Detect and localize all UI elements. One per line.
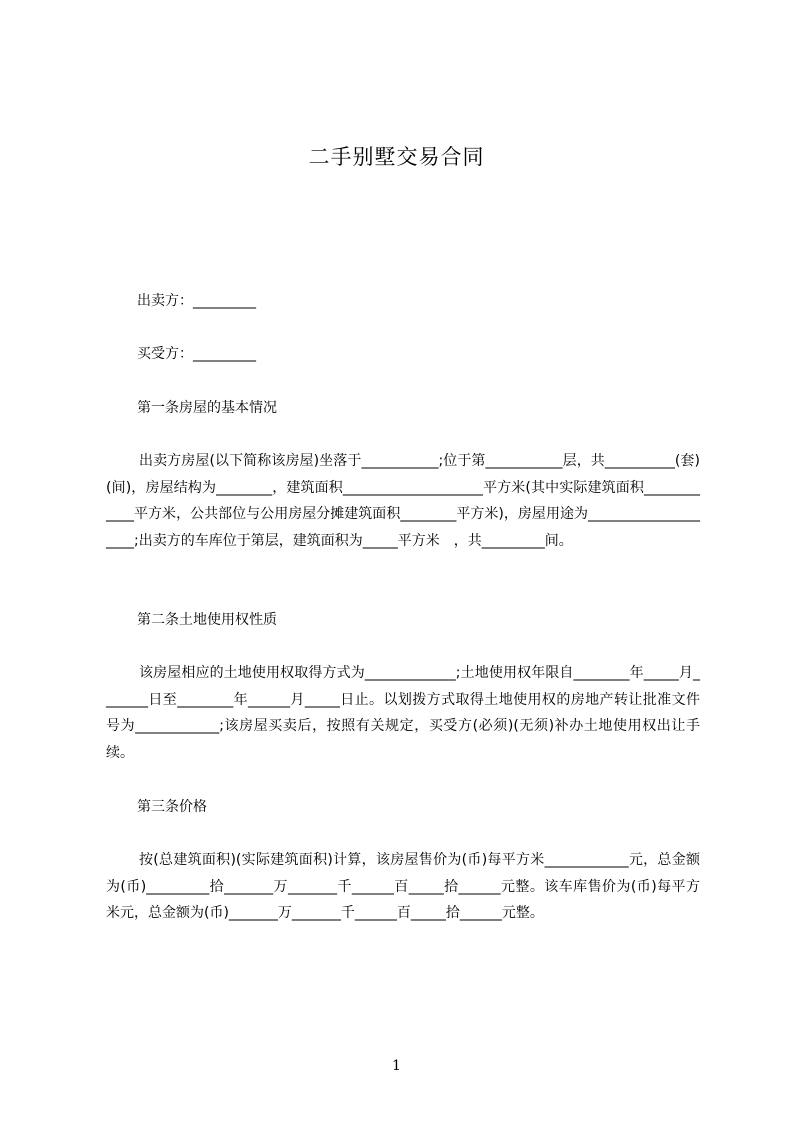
- buyer-line: 买受方：_________: [137, 346, 256, 362]
- article-3-heading: 第三条价格: [137, 799, 207, 815]
- article-1-body: 出卖方房屋(以下简称该房屋)坐落于___________;位于第___________层，共__________(套)(间)，房屋结构为________，建筑面积____________________平方米(其中实际建筑面积____________平方米，公共部位与公用房屋分摊建筑面积________平方米)，房屋用途为____________________;出卖方的车库位于第层，建筑面积为_____平方米 ，共_________间。: [106, 453, 700, 549]
- article-1-heading: 第一条房屋的基本情况: [137, 400, 277, 416]
- page-number: 1: [392, 1058, 401, 1074]
- document-title: 二手别墅交易合同: [308, 145, 485, 169]
- article-2-heading: 第二条土地使用权性质: [137, 612, 277, 628]
- article-2-body: 该房屋相应的土地使用权取得方式为_____________;土地使用权年限自________年_____月_______日至________年______月_____日止。以划拨方式取得土地使用权的房地产转让批准文件号为____________;该房屋买卖后，按照有关规定，买受方(必须)(无须)补办土地使用权出让手续。: [106, 665, 700, 761]
- seller-line: 出卖方：_________: [137, 293, 256, 309]
- article-3-body: 按(总建筑面积)(实际建筑面积)计算，该房屋售价为(币)每平方米____________元，总金额为(币)_________拾_______万_______千______百_____拾______元整。该车库售价为(币)每平方米元，总金额为(币)_______万_______千______百_____拾______元整。: [106, 852, 700, 921]
